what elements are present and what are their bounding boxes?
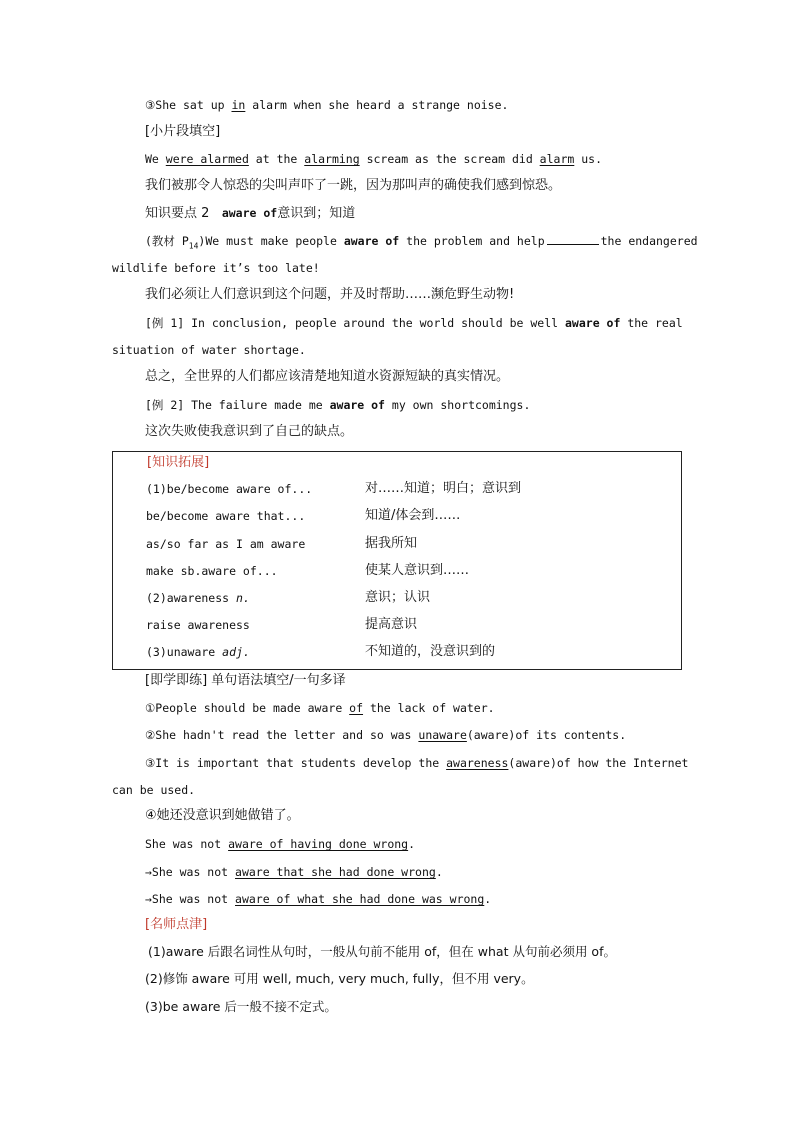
textbook-sentence: (教材 $P_{14})We$ must make people aware of the problem and help the endangered [145,234,698,251]
practice-q2: ②She hadn't read the letter and so was unaware(aware)of its contents. [145,728,627,742]
practice-q3-cont: can be used. [112,783,196,797]
practice-q3: ③It is important that students develop the awareness(aware)of how the Internet [145,756,689,770]
example-1: [例 1] In conclusion, people around the world should be well aware of the real [145,316,683,330]
translation-2: →She was not aware that she had done wrong. [145,865,443,879]
tip-1: (1)aware 后跟名词性从句时，一般从句前不能用 of，但在 what 从句前必须用 of。 [148,944,616,959]
fill-translation: 我们被那令人惊恐的尖叫声吓了一跳，因为那叫声的确使我们感到惊恐。 [145,178,562,193]
expansion-row-meaning: 对……知道；明白；意识到 [365,481,522,496]
example-1-translation: 总之，全世界的人们都应该清楚地知道水资源短缺的真实情况。 [145,369,510,384]
practice-q4: ④她还没意识到她做错了。 [145,808,300,823]
knowledge-point-2: 知识要点 2 aware of意识到；知道 [145,206,356,221]
answer-were-alarmed: were alarmed [165,152,249,166]
example-2: [例 2] The failure made me aware of my own shortcomings. [145,398,531,412]
practice-q1: ①People should be made aware of the lack of water. [145,701,495,715]
expansion-row: make sb.aware of... [146,564,278,578]
expansion-row-meaning: 不知道的，没意识到的 [365,644,496,659]
expansion-row: raise awareness [146,618,250,632]
answer-blank [547,233,599,245]
answer-alarming: alarming [304,152,360,166]
translation-3: →She was not aware of what she had done was wrong. [145,892,492,906]
practice-heading: [即学即练] 单句语法填空/一句多译 [145,673,346,688]
example-2-translation: 这次失败使我意识到了自己的缺点。 [145,424,354,439]
expansion-row: (3)unaware adj. [146,645,250,659]
expansion-row: (1)be/become aware of... [146,482,313,496]
expansion-row: be/become aware that... [146,509,306,523]
textbook-sentence-cont: wildlife before it’s too late! [112,261,320,275]
expansion-row-meaning: 据我所知 [365,536,418,551]
expansion-title: [知识拓展] [147,455,210,470]
tips-heading: [名师点津] [145,917,208,932]
tip-3: (3)be aware 后一般不接不定式。 [145,999,337,1014]
tip-2: (2)修饰 aware 可用 well, much, very much, fully，但不用 very。 [145,971,534,986]
example-1-cont: situation of water shortage. [112,343,306,357]
fill-heading: [小片段填空] [145,124,221,139]
expansion-row-meaning: 意识；认识 [365,590,431,605]
translation-1: She was not aware of having done wrong. [145,837,416,851]
fill-sentence: We were alarmed at the alarming scream as the scream did alarm us. [145,152,602,166]
answer-in: in [231,98,246,112]
practice-item-3: ③She sat up in alarm when she heard a strange noise. [145,98,509,112]
expansion-row: (2)awareness n. [146,591,250,605]
expansion-row: as/so far as I am aware [146,537,306,551]
expansion-row-meaning: 使某人意识到…… [365,563,470,578]
expansion-row-meaning: 提高意识 [365,617,418,632]
answer-alarm: alarm [539,152,575,166]
knowledge-expansion-box [112,451,682,670]
expansion-row-meaning: 知道/体会到…… [365,508,461,523]
textbook-translation: 我们必须让人们意识到这个问题，并及时帮助……濒危野生动物! [145,287,515,302]
